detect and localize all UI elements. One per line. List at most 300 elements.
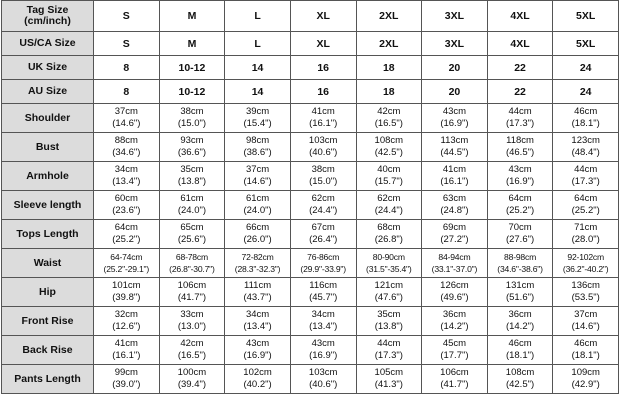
measurement-cm: 61cm <box>245 193 270 204</box>
measurement-cm: 88-98cm <box>504 252 537 262</box>
measurement-cm: 111cm <box>244 280 272 291</box>
us-ca-size-cell: M <box>159 32 225 56</box>
measurement-cell <box>553 104 619 133</box>
measurement-cm: 41cm <box>114 338 138 349</box>
measurement-inch: (31.5"-35.4") <box>366 264 412 274</box>
measurement-inch: (18.1") <box>571 350 600 361</box>
measurement-cell <box>290 249 356 278</box>
measurement-cm: 131cm <box>505 280 535 291</box>
measurement-inch: (24.0") <box>177 205 207 216</box>
measurement-inch: (16.9") <box>440 118 469 129</box>
size-chart-table <box>1 0 619 394</box>
measurement-cell <box>290 365 356 394</box>
measurement-cell <box>225 162 291 191</box>
measurement-cm: 64-74cm <box>110 252 143 262</box>
measurement-inch: (42.5") <box>374 147 403 158</box>
measurement-cell <box>356 133 422 162</box>
measurement-cm: 41cm <box>442 164 467 175</box>
measurement-cell <box>422 365 488 394</box>
measurement-inch: (39.4") <box>177 379 207 390</box>
measurement-cm: 64cm <box>574 193 598 204</box>
measurement-cell <box>94 162 160 191</box>
measurement-cm: 69cm <box>442 222 467 233</box>
measurement-cell <box>225 104 291 133</box>
tag-size-label-line1: Tag Size <box>26 4 69 16</box>
measurement-cell <box>225 336 291 365</box>
measurement-cm: 36cm <box>442 309 467 320</box>
measurement-cm: 34cm <box>114 164 138 175</box>
measurement-cell <box>553 278 619 307</box>
measurement-cm: 45cm <box>442 338 467 349</box>
measurement-cell <box>159 249 225 278</box>
measurement-cm: 106cm <box>177 280 207 291</box>
measurement-cm: 113cm <box>440 135 469 146</box>
measurement-cell <box>94 336 160 365</box>
measurement-cell <box>94 307 160 336</box>
uk-size-cell: 10-12 <box>159 56 225 80</box>
measurement-cm: 39cm <box>245 106 270 117</box>
measurement-inch: (16.9") <box>309 350 338 361</box>
measurement-cell <box>225 307 291 336</box>
measurement-inch: (29.9"-33.9") <box>300 264 346 274</box>
measurement-cm: 42cm <box>377 106 401 117</box>
measurement-cm: 108cm <box>505 367 535 378</box>
measurement-cm: 101cm <box>112 280 141 291</box>
measurement-cell <box>290 336 356 365</box>
measurement-cm: 42cm <box>180 338 204 349</box>
au-size-cell: 8 <box>94 80 160 104</box>
measurement-inch: (24.4") <box>309 205 338 216</box>
measurement-cm: 43cm <box>508 164 532 175</box>
measurement-cell <box>553 220 619 249</box>
measurement-inch: (49.6") <box>440 292 469 303</box>
measurement-label: Back Rise <box>2 336 94 365</box>
measurement-cell <box>487 365 553 394</box>
au-size-cell: 14 <box>225 80 291 104</box>
measurement-inch: (16.1") <box>112 350 141 361</box>
measurement-inch: (26.4") <box>309 234 338 245</box>
measurement-label: Front Rise <box>2 307 94 336</box>
measurement-cm: 108cm <box>374 135 404 146</box>
measurement-inch: (14.6") <box>243 176 272 187</box>
measurement-cm: 43cm <box>311 338 335 349</box>
uk-size-cell: 16 <box>290 56 356 80</box>
measurement-inch: (41.7") <box>177 292 207 303</box>
measurement-cell <box>94 191 160 220</box>
measurement-inch: (46.5") <box>505 147 535 158</box>
measurement-cm: 84-94cm <box>438 252 471 262</box>
uk-size-row <box>2 56 619 80</box>
measurement-cm: 98cm <box>245 135 270 146</box>
measurement-cm: 37cm <box>114 106 138 117</box>
measurement-cell <box>94 104 160 133</box>
measurement-cell <box>159 162 225 191</box>
measurement-cm: 121cm <box>374 280 404 291</box>
measurement-inch: (41.7") <box>440 379 469 390</box>
measurement-cell <box>356 162 422 191</box>
measurement-cell <box>290 162 356 191</box>
measurement-cm: 103cm <box>308 367 338 378</box>
measurement-inch: (23.6") <box>112 205 141 216</box>
measurement-inch: (42.9") <box>571 379 600 390</box>
measurement-inch: (24.0") <box>243 205 272 216</box>
measurement-cm: 65cm <box>180 222 204 233</box>
measurement-row <box>2 307 619 336</box>
measurement-inch: (16.9") <box>505 176 535 187</box>
measurement-cell <box>422 336 488 365</box>
measurement-inch: (14.6") <box>571 321 600 332</box>
measurement-label: Tops Length <box>2 220 94 249</box>
measurement-cell <box>94 249 160 278</box>
measurement-cm: 32cm <box>114 309 138 320</box>
measurement-inch: (15.0") <box>309 176 338 187</box>
au-size-label: AU Size <box>2 80 94 104</box>
measurement-cm: 67cm <box>311 222 335 233</box>
measurement-cm: 106cm <box>440 367 469 378</box>
measurement-cell <box>356 104 422 133</box>
measurement-cm: 44cm <box>508 106 532 117</box>
measurement-cell <box>356 307 422 336</box>
measurement-cell <box>553 336 619 365</box>
measurement-inch: (13.4") <box>112 176 141 187</box>
measurement-cm: 63cm <box>442 193 467 204</box>
measurement-inch: (27.6") <box>505 234 535 245</box>
measurement-inch: (25.2") <box>505 205 535 216</box>
measurement-cm: 70cm <box>508 222 532 233</box>
measurement-inch: (16.5") <box>177 350 207 361</box>
measurement-cell <box>159 336 225 365</box>
measurement-cm: 38cm <box>180 106 204 117</box>
measurement-row <box>2 162 619 191</box>
measurement-inch: (39.0") <box>112 379 141 390</box>
measurement-label: Pants Length <box>2 365 94 394</box>
measurement-cm: 34cm <box>311 309 335 320</box>
measurement-cell <box>487 249 553 278</box>
measurement-inch: (13.4") <box>243 321 272 332</box>
measurement-cell <box>422 104 488 133</box>
measurement-label: Hip <box>2 278 94 307</box>
measurement-cell <box>553 307 619 336</box>
au-size-cell: 22 <box>487 80 553 104</box>
measurement-inch: (17.3") <box>374 350 403 361</box>
measurement-inch: (39.8") <box>112 292 141 303</box>
au-size-row <box>2 80 619 104</box>
measurement-inch: (13.8") <box>374 321 403 332</box>
measurement-cm: 35cm <box>377 309 401 320</box>
measurement-inch: (25.2") <box>112 234 141 245</box>
measurement-cm: 100cm <box>177 367 207 378</box>
measurement-cm: 68-78cm <box>175 252 208 262</box>
measurement-inch: (26.8") <box>374 234 403 245</box>
measurement-cm: 76-86cm <box>307 252 340 262</box>
measurement-cm: 123cm <box>571 135 600 146</box>
measurement-cell <box>356 278 422 307</box>
measurement-inch: (14.6") <box>112 118 141 129</box>
measurement-cm: 37cm <box>574 309 598 320</box>
measurement-inch: (24.8") <box>440 205 469 216</box>
measurement-cm: 60cm <box>114 193 138 204</box>
measurement-cell <box>553 365 619 394</box>
measurement-cell <box>487 191 553 220</box>
measurement-cell <box>487 307 553 336</box>
measurement-cell <box>159 220 225 249</box>
measurement-cm: 80-90cm <box>372 252 405 262</box>
measurement-cm: 35cm <box>180 164 204 175</box>
measurement-cm: 41cm <box>311 106 335 117</box>
measurement-inch: (13.4") <box>309 321 338 332</box>
tag-size-label <box>2 1 94 32</box>
tag-size-cell: M <box>159 1 225 32</box>
measurement-inch: (24.4") <box>374 205 403 216</box>
us-ca-size-cell: S <box>94 32 160 56</box>
measurement-cell <box>225 133 291 162</box>
tag-size-cell: L <box>225 1 291 32</box>
measurement-cell <box>487 104 553 133</box>
measurement-cell <box>422 249 488 278</box>
measurement-inch: (40.2") <box>243 379 272 390</box>
measurement-inch: (43.7") <box>243 292 272 303</box>
measurement-inch: (16.1") <box>309 118 338 129</box>
measurement-cell <box>290 104 356 133</box>
measurement-inch: (12.6") <box>112 321 141 332</box>
measurement-row <box>2 336 619 365</box>
measurement-inch: (34.6") <box>112 147 141 158</box>
measurement-inch: (18.1") <box>505 350 535 361</box>
measurement-cell <box>356 365 422 394</box>
measurement-row <box>2 249 619 278</box>
measurement-cell <box>94 133 160 162</box>
measurement-cell <box>356 191 422 220</box>
measurement-cell <box>422 307 488 336</box>
measurement-cell <box>553 191 619 220</box>
measurement-cm: 68cm <box>377 222 401 233</box>
au-size-cell: 10-12 <box>159 80 225 104</box>
measurement-cm: 46cm <box>574 338 598 349</box>
us-ca-size-cell: XL <box>290 32 356 56</box>
measurement-cm: 43cm <box>442 106 467 117</box>
measurement-inch: (14.2") <box>440 321 469 332</box>
measurement-row <box>2 104 619 133</box>
measurement-inch: (36.2"-40.2") <box>562 264 609 274</box>
measurement-cm: 64cm <box>114 222 138 233</box>
measurement-inch: (17.3") <box>505 118 535 129</box>
measurement-inch: (25.6") <box>177 234 207 245</box>
measurement-inch: (47.6") <box>374 292 403 303</box>
tag-size-row <box>2 1 619 32</box>
measurement-cm: 116cm <box>309 280 338 291</box>
measurement-cell <box>94 220 160 249</box>
measurement-cell <box>159 191 225 220</box>
measurement-row <box>2 133 619 162</box>
measurement-cm: 105cm <box>374 367 404 378</box>
measurement-cell <box>356 336 422 365</box>
measurement-cell <box>422 133 488 162</box>
measurement-cm: 92-102cm <box>567 252 604 262</box>
us-ca-size-label: US/CA Size <box>2 32 94 56</box>
measurement-cell <box>422 162 488 191</box>
measurement-row <box>2 191 619 220</box>
measurement-label: Bust <box>2 133 94 162</box>
measurement-cell <box>159 278 225 307</box>
measurement-inch: (15.4") <box>243 118 272 129</box>
measurement-inch: (34.6"-38.6") <box>497 264 543 274</box>
uk-size-cell: 20 <box>422 56 488 80</box>
measurement-inch: (51.6") <box>505 292 535 303</box>
measurement-cell <box>290 220 356 249</box>
measurement-cm: 64cm <box>508 193 532 204</box>
measurement-inch: (25.2") <box>571 205 600 216</box>
measurement-cell <box>290 133 356 162</box>
tag-size-cell: XL <box>290 1 356 32</box>
measurement-cm: 109cm <box>571 367 600 378</box>
measurement-row <box>2 365 619 394</box>
us-ca-size-cell: 5XL <box>553 32 619 56</box>
measurement-inch: (48.4") <box>571 147 600 158</box>
measurement-cell <box>487 162 553 191</box>
measurement-cm: 72-82cm <box>241 252 274 262</box>
measurement-cell <box>290 191 356 220</box>
us-ca-size-cell: 4XL <box>487 32 553 56</box>
measurement-inch: (15.7") <box>374 176 403 187</box>
measurement-cm: 88cm <box>114 135 138 146</box>
tag-size-cell: 4XL <box>487 1 553 32</box>
measurement-inch: (13.0") <box>177 321 207 332</box>
measurement-label: Sleeve length <box>2 191 94 220</box>
measurement-inch: (16.1") <box>440 176 469 187</box>
measurement-cell <box>159 365 225 394</box>
measurement-cell <box>159 133 225 162</box>
measurement-cm: 46cm <box>508 338 532 349</box>
tag-size-cell: 3XL <box>422 1 488 32</box>
measurement-cm: 33cm <box>180 309 204 320</box>
measurement-cm: 103cm <box>308 135 338 146</box>
measurement-cell <box>94 365 160 394</box>
measurement-cm: 38cm <box>311 164 335 175</box>
au-size-cell: 18 <box>356 80 422 104</box>
measurement-cell <box>225 365 291 394</box>
measurement-cell <box>422 220 488 249</box>
measurement-cell <box>290 278 356 307</box>
measurement-cell <box>422 191 488 220</box>
measurement-inch: (26.0") <box>243 234 272 245</box>
measurement-inch: (45.7") <box>309 292 338 303</box>
measurement-cm: 43cm <box>245 338 270 349</box>
us-ca-size-cell: 2XL <box>356 32 422 56</box>
measurement-inch: (53.5") <box>571 292 600 303</box>
measurement-cell <box>225 191 291 220</box>
measurement-cm: 37cm <box>245 164 270 175</box>
tag-size-cell: 2XL <box>356 1 422 32</box>
measurement-inch: (15.0") <box>177 118 207 129</box>
tag-size-label-line2: (cm/inch) <box>24 15 71 27</box>
measurement-cell <box>225 220 291 249</box>
measurement-inch: (40.6") <box>309 147 338 158</box>
measurement-inch: (17.3") <box>571 176 600 187</box>
measurement-cm: 46cm <box>574 106 598 117</box>
measurement-label: Shoulder <box>2 104 94 133</box>
measurement-cm: 93cm <box>180 135 204 146</box>
measurement-cm: 62cm <box>311 193 335 204</box>
measurement-inch: (14.2") <box>505 321 535 332</box>
measurement-label: Waist <box>2 249 94 278</box>
uk-size-cell: 8 <box>94 56 160 80</box>
measurement-cm: 62cm <box>377 193 401 204</box>
measurement-cell <box>356 249 422 278</box>
measurement-inch: (28.0") <box>571 234 600 245</box>
measurement-cm: 44cm <box>377 338 401 349</box>
measurement-cell <box>487 278 553 307</box>
measurement-inch: (42.5") <box>505 379 535 390</box>
us-ca-size-cell: L <box>225 32 291 56</box>
measurement-inch: (33.1"-37.0") <box>431 264 478 274</box>
measurement-cm: 136cm <box>571 280 600 291</box>
au-size-cell: 24 <box>553 80 619 104</box>
measurement-inch: (38.6") <box>243 147 272 158</box>
measurement-cell <box>487 220 553 249</box>
measurement-row <box>2 278 619 307</box>
measurement-cell <box>487 133 553 162</box>
measurement-cell <box>225 278 291 307</box>
us-ca-size-row <box>2 32 619 56</box>
uk-size-cell: 22 <box>487 56 553 80</box>
measurement-inch: (25.2"-29.1") <box>103 264 150 274</box>
measurement-inch: (28.3"-32.3") <box>234 264 281 274</box>
measurement-cm: 66cm <box>245 222 270 233</box>
measurement-cell <box>159 104 225 133</box>
measurement-inch: (26.8"-30.7") <box>169 264 215 274</box>
measurement-row <box>2 220 619 249</box>
measurement-cell <box>159 307 225 336</box>
measurement-cell <box>290 307 356 336</box>
measurement-inch: (16.9") <box>243 350 272 361</box>
tag-size-cell: 5XL <box>553 1 619 32</box>
au-size-cell: 20 <box>422 80 488 104</box>
measurement-cm: 118cm <box>506 135 534 146</box>
measurement-cell <box>422 278 488 307</box>
measurement-inch: (44.5") <box>440 147 469 158</box>
measurement-inch: (13.8") <box>177 176 207 187</box>
au-size-cell: 16 <box>290 80 356 104</box>
measurement-cm: 40cm <box>377 164 401 175</box>
us-ca-size-cell: 3XL <box>422 32 488 56</box>
size-chart-body <box>2 1 619 394</box>
tag-size-cell: S <box>94 1 160 32</box>
measurement-cm: 126cm <box>440 280 469 291</box>
measurement-cell <box>225 249 291 278</box>
measurement-cell <box>553 162 619 191</box>
measurement-inch: (17.7") <box>440 350 469 361</box>
uk-size-cell: 24 <box>553 56 619 80</box>
measurement-inch: (27.2") <box>440 234 469 245</box>
measurement-label: Armhole <box>2 162 94 191</box>
measurement-cell <box>487 336 553 365</box>
measurement-cell <box>356 220 422 249</box>
measurement-cm: 36cm <box>508 309 532 320</box>
measurement-cell <box>553 249 619 278</box>
measurement-cm: 34cm <box>245 309 270 320</box>
uk-size-label: UK Size <box>2 56 94 80</box>
measurement-cm: 44cm <box>574 164 598 175</box>
measurement-cell <box>94 278 160 307</box>
measurement-inch: (36.6") <box>177 147 207 158</box>
uk-size-cell: 18 <box>356 56 422 80</box>
measurement-cm: 99cm <box>114 367 138 378</box>
measurement-inch: (40.6") <box>309 379 338 390</box>
measurement-cm: 71cm <box>574 222 598 233</box>
measurement-cm: 102cm <box>243 367 272 378</box>
uk-size-cell: 14 <box>225 56 291 80</box>
measurement-inch: (41.3") <box>374 379 403 390</box>
